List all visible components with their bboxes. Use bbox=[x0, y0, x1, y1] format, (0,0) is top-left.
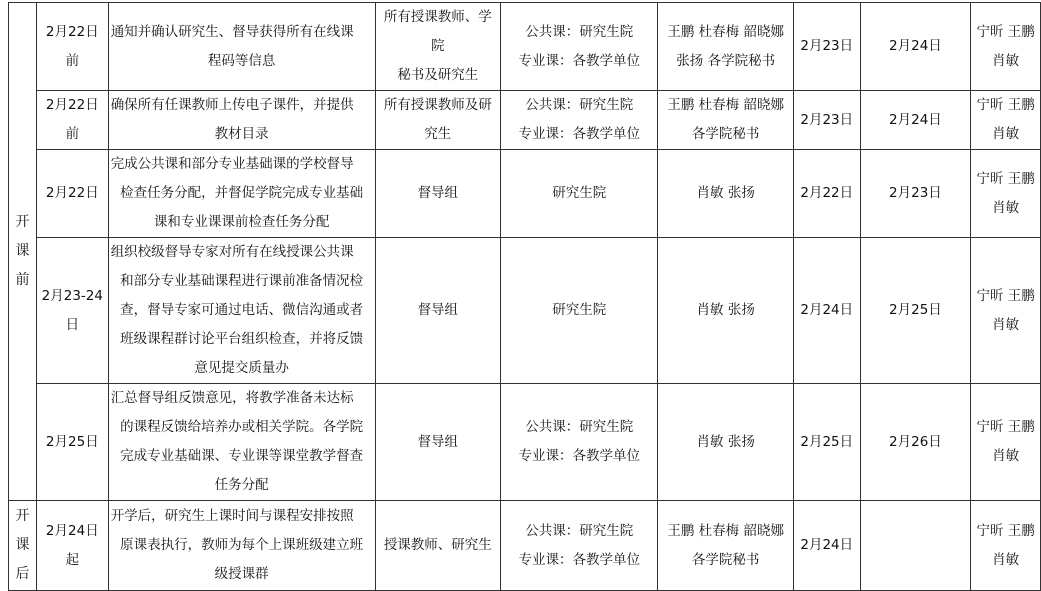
lead-line: 宁昕 王鹏 bbox=[976, 97, 1035, 113]
participants-line: 所有授课教师、学院 bbox=[383, 9, 492, 54]
people-line: 王鹏 杜春梅 韶晓娜 bbox=[667, 522, 784, 539]
participants-line: 所有授课教师及研 bbox=[383, 97, 492, 113]
table-row bbox=[9, 238, 1041, 384]
end-date-cell bbox=[860, 501, 971, 591]
start-date-cell: 2月22日 bbox=[793, 150, 860, 238]
task-cell bbox=[108, 501, 375, 591]
lead-cell bbox=[971, 384, 1041, 501]
table-row bbox=[9, 91, 1041, 150]
end-date-cell: 2月23日 bbox=[860, 150, 971, 238]
task-line: 的课程反馈给培养办或相关学院。各学院 bbox=[120, 419, 364, 435]
task-line: 和部分专业基础课程进行课前准备情况检 bbox=[120, 273, 364, 289]
people-line: 王鹏 杜春梅 韶晓娜 bbox=[667, 97, 784, 113]
task-line: 汇总督导组反馈意见，将教学准备未达标 bbox=[110, 390, 354, 406]
phase-char: 开 bbox=[15, 214, 30, 230]
lead-cell bbox=[971, 3, 1041, 91]
task-line: 级授课群 bbox=[214, 566, 269, 582]
task-line: 完成公共课和部分专业基础课的学校督导 bbox=[110, 156, 354, 172]
people-line: 各学院秘书 bbox=[691, 126, 760, 142]
task-line: 程码等信息 bbox=[207, 52, 276, 69]
date-cell: 2月25日 bbox=[36, 384, 108, 501]
participants-cell: 授课教师、研究生 bbox=[375, 501, 501, 591]
people-line: 张扬 各学院秘书 bbox=[676, 52, 776, 69]
phase-char: 开 bbox=[15, 508, 30, 524]
lead-cell bbox=[971, 238, 1041, 384]
unit-cell bbox=[501, 91, 658, 150]
task-cell bbox=[108, 150, 375, 238]
end-date-cell: 2月26日 bbox=[860, 384, 971, 501]
task-line: 任务分配 bbox=[214, 477, 269, 493]
unit-line: 公共课：研究生院 bbox=[525, 23, 634, 40]
end-date-cell: 2月24日 bbox=[860, 91, 971, 150]
people-cell: 肖敏 张扬 bbox=[658, 238, 793, 384]
lead-line: 宁昕 王鹏 bbox=[976, 522, 1035, 539]
people-cell bbox=[658, 91, 793, 150]
date-cell: 2月22日 bbox=[36, 150, 108, 238]
table-row bbox=[9, 150, 1041, 238]
task-line: 班级课程群讨论平台组织检查，并将反馈 bbox=[120, 331, 364, 347]
phase-char: 前 bbox=[15, 272, 30, 288]
unit-line: 专业课：各教学单位 bbox=[518, 52, 641, 69]
start-date-cell: 2月23日 bbox=[793, 91, 860, 150]
task-line: 确保所有任课教师上传电子课件，并提供 bbox=[110, 97, 354, 113]
participants-line: 秘书及研究生 bbox=[397, 67, 479, 83]
start-date-cell: 2月23日 bbox=[793, 3, 860, 91]
date-line: 2月22日 bbox=[45, 23, 99, 40]
participants-cell bbox=[375, 3, 501, 91]
people-cell bbox=[658, 3, 793, 91]
participants-line: 究生 bbox=[424, 126, 452, 142]
unit-cell bbox=[501, 384, 658, 501]
people-cell bbox=[658, 501, 793, 591]
lead-line: 宁昕 王鹏 bbox=[976, 419, 1035, 435]
date-line: 起 bbox=[65, 551, 80, 568]
participants-cell: 督导组 bbox=[375, 384, 501, 501]
unit-line: 专业课：各教学单位 bbox=[518, 126, 641, 142]
unit-line: 专业课：各教学单位 bbox=[518, 448, 641, 464]
date-cell bbox=[36, 238, 108, 384]
date-line: 2月22日 bbox=[45, 97, 99, 113]
task-line: 通知并确认研究生、督导获得所有在线课 bbox=[110, 23, 354, 40]
phase-after-cell bbox=[9, 501, 37, 591]
task-line: 组织校级督导专家对所有在线授课公共课 bbox=[110, 244, 354, 260]
task-line: 完成专业基础课、专业课等课堂教学督查 bbox=[120, 448, 364, 464]
unit-line: 公共课：研究生院 bbox=[525, 522, 634, 539]
participants-cell: 督导组 bbox=[375, 238, 501, 384]
people-line: 各学院秘书 bbox=[691, 551, 760, 568]
start-date-cell: 2月24日 bbox=[793, 501, 860, 591]
date-cell bbox=[36, 91, 108, 150]
schedule-table bbox=[8, 2, 1041, 591]
task-line: 意见提交质量办 bbox=[194, 360, 289, 376]
task-line: 课和专业课课前检查任务分配 bbox=[153, 214, 330, 230]
task-line: 开学后，研究生上课时间与课程安排按照 bbox=[110, 508, 354, 524]
lead-line: 肖敏 bbox=[992, 551, 1020, 568]
unit-cell: 研究生院 bbox=[501, 150, 658, 238]
phase-before-cell bbox=[9, 3, 37, 501]
date-line: 2月24日 bbox=[45, 522, 99, 539]
people-cell: 肖敏 张扬 bbox=[658, 384, 793, 501]
people-cell: 肖敏 张扬 bbox=[658, 150, 793, 238]
start-date-cell: 2月25日 bbox=[793, 384, 860, 501]
task-cell bbox=[108, 91, 375, 150]
table-row bbox=[9, 384, 1041, 501]
date-cell bbox=[36, 3, 108, 91]
lead-line: 肖敏 bbox=[992, 199, 1020, 216]
task-cell bbox=[108, 3, 375, 91]
task-line: 原课表执行，教师为每个上课班级建立班 bbox=[120, 537, 364, 553]
table-row bbox=[9, 3, 1041, 91]
unit-cell bbox=[501, 501, 658, 591]
phase-char: 后 bbox=[15, 566, 30, 582]
task-cell bbox=[108, 384, 375, 501]
task-line: 查，督导专家可通过电话、微信沟通或者 bbox=[120, 302, 364, 318]
participants-cell bbox=[375, 91, 501, 150]
people-line: 王鹏 杜春梅 韶晓娜 bbox=[667, 23, 784, 40]
date-line: 前 bbox=[65, 52, 80, 69]
unit-cell: 研究生院 bbox=[501, 238, 658, 384]
date-line: 2月23-24 bbox=[41, 287, 103, 304]
lead-line: 肖敏 bbox=[992, 316, 1020, 333]
end-date-cell: 2月25日 bbox=[860, 238, 971, 384]
unit-line: 公共课：研究生院 bbox=[525, 419, 634, 435]
lead-cell bbox=[971, 91, 1041, 150]
task-cell bbox=[108, 238, 375, 384]
table-row bbox=[9, 501, 1041, 591]
lead-cell bbox=[971, 501, 1041, 591]
lead-line: 肖敏 bbox=[992, 448, 1020, 464]
end-date-cell: 2月24日 bbox=[860, 3, 971, 91]
start-date-cell: 2月24日 bbox=[793, 238, 860, 384]
date-cell bbox=[36, 501, 108, 591]
date-line: 日 bbox=[65, 316, 80, 333]
task-line: 检查任务分配，并督促学院完成专业基础 bbox=[120, 185, 364, 201]
lead-line: 肖敏 bbox=[992, 126, 1020, 142]
unit-cell bbox=[501, 3, 658, 91]
unit-line: 公共课：研究生院 bbox=[525, 97, 634, 113]
lead-line: 宁昕 王鹏 bbox=[976, 170, 1035, 187]
lead-line: 宁昕 王鹏 bbox=[976, 23, 1035, 40]
task-line: 教材目录 bbox=[214, 126, 269, 142]
phase-char: 课 bbox=[15, 243, 30, 259]
lead-cell bbox=[971, 150, 1041, 238]
phase-char: 课 bbox=[15, 537, 30, 553]
date-line: 前 bbox=[65, 126, 80, 142]
unit-line: 专业课：各教学单位 bbox=[518, 551, 641, 568]
lead-line: 肖敏 bbox=[992, 52, 1020, 69]
participants-cell: 督导组 bbox=[375, 150, 501, 238]
lead-line: 宁昕 王鹏 bbox=[976, 287, 1035, 304]
